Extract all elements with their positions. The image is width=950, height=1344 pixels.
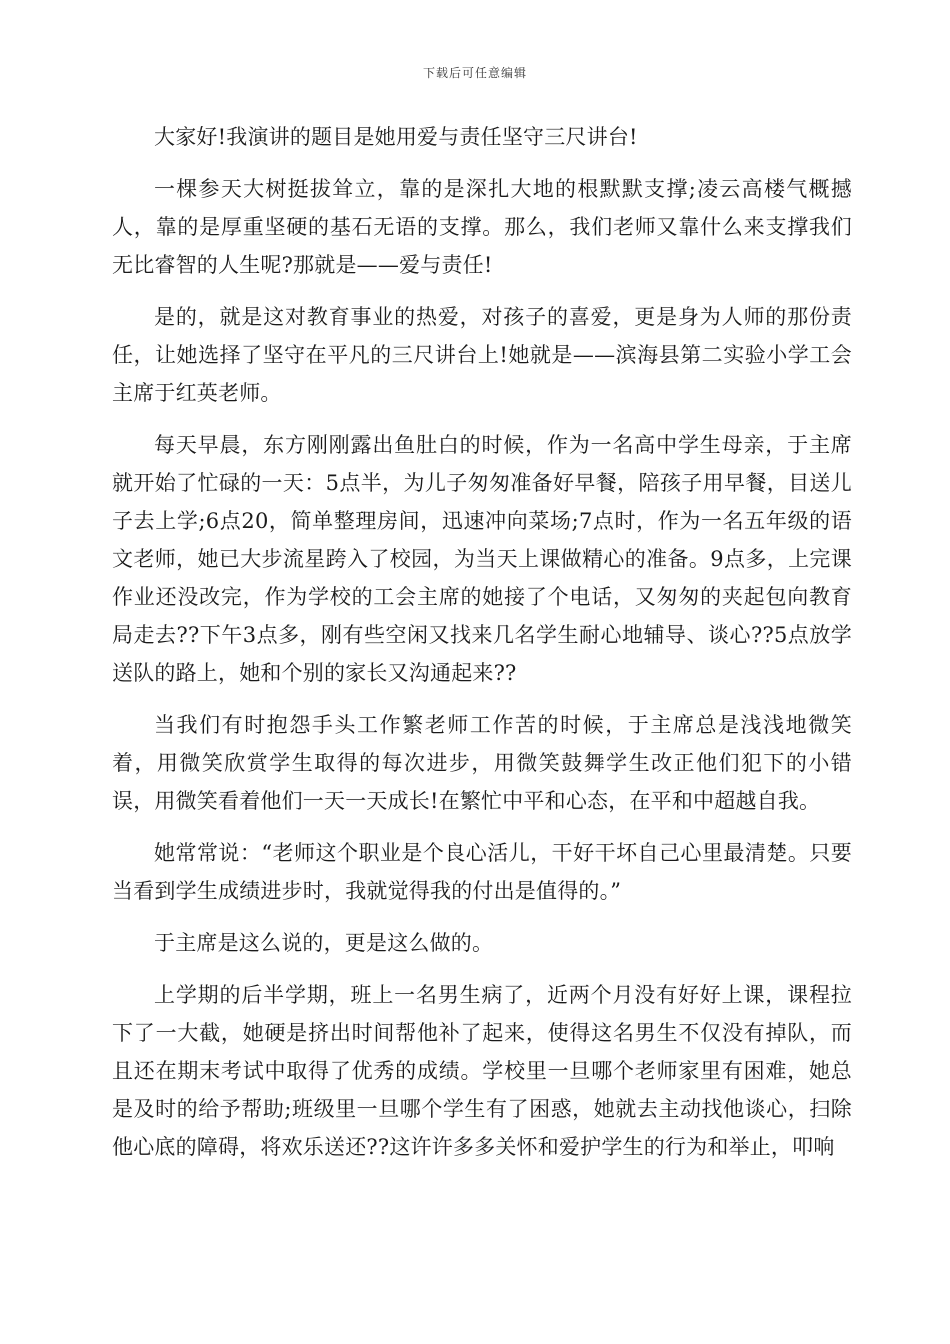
paragraph-tree-metaphor: 一棵参天大树挺拔耸立，靠的是深扎大地的根默默支撑;凌云高楼气概撼人，靠的是厚重坚硬的基石无语的支撑。那么，我们老师又靠什么来支撑我们无比睿智的人生呢?那就是——爱与责任! bbox=[112, 177, 852, 277]
paragraph-action: 于主席是这么说的，更是这么做的。 bbox=[154, 931, 494, 955]
paragraph-daily-routine: 每天早晨，东方刚刚露出鱼肚白的时候，作为一名高中学生母亲，于主席就开始了忙碌的一天：5点半，为儿子匆匆准备好早餐，陪孩子用早餐，目送儿子去上学;6点20，简单整理房间，迅速冲向菜场;7点时，作为一名五年级的语文老师，她已大步流星跨入了校园，为当天上课做精心的准备。9点多，上完课作业还没改完，作为学校的工会主席的她接了个电话，又匆匆的夹起包向教育局走去??下午3点多，刚有些空闲又找来几名学生耐心地辅导、谈心??5点放学送队的路上，她和个别的家长又沟通起来?? bbox=[112, 433, 852, 685]
paragraph-introduction: 是的，就是这对教育事业的热爱，对孩子的喜爱，更是身为人师的那份责任，让她选择了坚守在平凡的三尺讲台上!她就是——滨海县第二实验小学工会主席于红英老师。 bbox=[112, 305, 852, 405]
paragraph-greeting: 大家好!我演讲的题目是她用爱与责任坚守三尺讲台! bbox=[154, 125, 638, 149]
paragraph-example: 上学期的后半学期，班上一名男生病了，近两个月没有好好上课，课程拉下了一大截，她硬是挤出时间帮他补了起来，使得这名男生不仅没有掉队，而且还在期末考试中取得了优秀的成绩。学校里一旦哪个老师家里有困难，她总是及时的给予帮助;班级里一旦哪个学生有了困惑，她就去主动找他谈心，扫除他心底的障碍，将欢乐送还??这许许多多关怀和爱护学生的行为和举止，叩响 bbox=[112, 983, 852, 1159]
paragraph-quote: 她常常说：“老师这个职业是个良心活儿，干好干坏自己心里最清楚。只要当看到学生成绩进步时，我就觉得我的付出是值得的。” bbox=[112, 841, 852, 903]
document-body bbox=[112, 118, 852, 1180]
header-note: 下载后可任意编辑 bbox=[422, 66, 527, 80]
paragraph-smile: 当我们有时抱怨手头工作繁老师工作苦的时候，于主席总是浅浅地微笑着，用微笑欣赏学生取得的每次进步，用微笑鼓舞学生改正他们犯下的小错误，用微笑看着他们一天一天成长!在繁忙中平和心态，在平和中超越自我。 bbox=[112, 713, 852, 813]
